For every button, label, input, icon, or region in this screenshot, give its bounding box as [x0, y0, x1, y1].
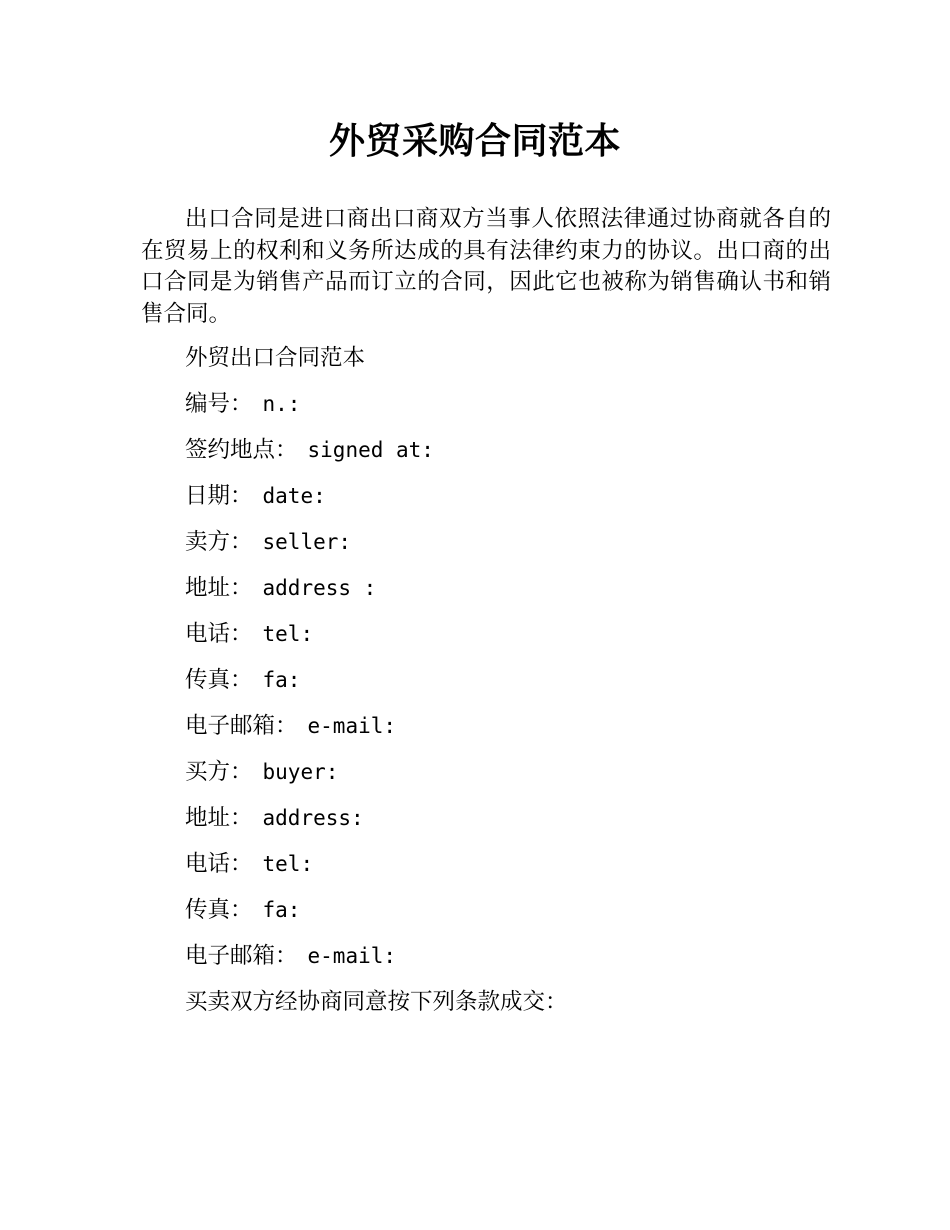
field-label: 传真： [185, 897, 253, 923]
closing-sentence: 买卖双方经协商同意按下列条款成交： [185, 989, 568, 1015]
field-label: 签约地点： [185, 437, 298, 463]
field-row-seller-fax [185, 662, 825, 708]
field-label: 编号： [185, 391, 253, 417]
field-label: 电子邮箱： [185, 943, 298, 969]
contract-subtitle: 外贸出口合同范本 [185, 345, 366, 371]
field-value: tel: [262, 852, 314, 876]
field-row-buyer-email [185, 938, 825, 984]
field-row-buyer [185, 754, 825, 800]
field-row-buyer-address [185, 800, 825, 846]
field-row-date [185, 478, 825, 524]
field-value: tel: [262, 622, 314, 646]
contract-fields [185, 340, 825, 1030]
field-label: 地址： [185, 575, 253, 601]
field-label: 电话： [185, 621, 253, 647]
field-value: n.: [262, 392, 301, 416]
field-row-number [185, 386, 825, 432]
field-value: e-mail: [307, 944, 397, 968]
field-value: fa: [262, 898, 301, 922]
field-value: signed at: [307, 438, 434, 462]
field-row-seller [185, 524, 825, 570]
field-row-buyer-fax [185, 892, 825, 938]
field-label: 电话： [185, 851, 253, 877]
field-row-seller-tel [185, 616, 825, 662]
field-label: 地址： [185, 805, 253, 831]
field-row-seller-address [185, 570, 825, 616]
field-value: seller: [262, 530, 352, 554]
field-label: 电子邮箱： [185, 713, 298, 739]
field-row-buyer-tel [185, 846, 825, 892]
field-label: 卖方： [185, 529, 253, 555]
field-row-seller-email [185, 708, 825, 754]
field-value: buyer: [262, 760, 339, 784]
document-title: 外贸采购合同范本 [328, 121, 621, 162]
field-label: 买方： [185, 759, 253, 785]
field-value: fa: [262, 668, 301, 692]
field-label: 日期： [185, 483, 253, 509]
field-value: address: [262, 806, 364, 830]
field-row-signing-place [185, 432, 825, 478]
intro-paragraph: 出口合同是进口商出口商双方当事人依照法律通过协商就各自的在贸易上的权利和义务所达成的具有法律约束力的协议。出口商的出口合同是为销售产品而订立的合同，因此它也被称为销售确认书和销售合同。 [141, 206, 831, 327]
field-value: e-mail: [307, 714, 397, 738]
field-value: address : [262, 576, 377, 600]
field-label: 传真： [185, 667, 253, 693]
field-value: date: [262, 484, 326, 508]
